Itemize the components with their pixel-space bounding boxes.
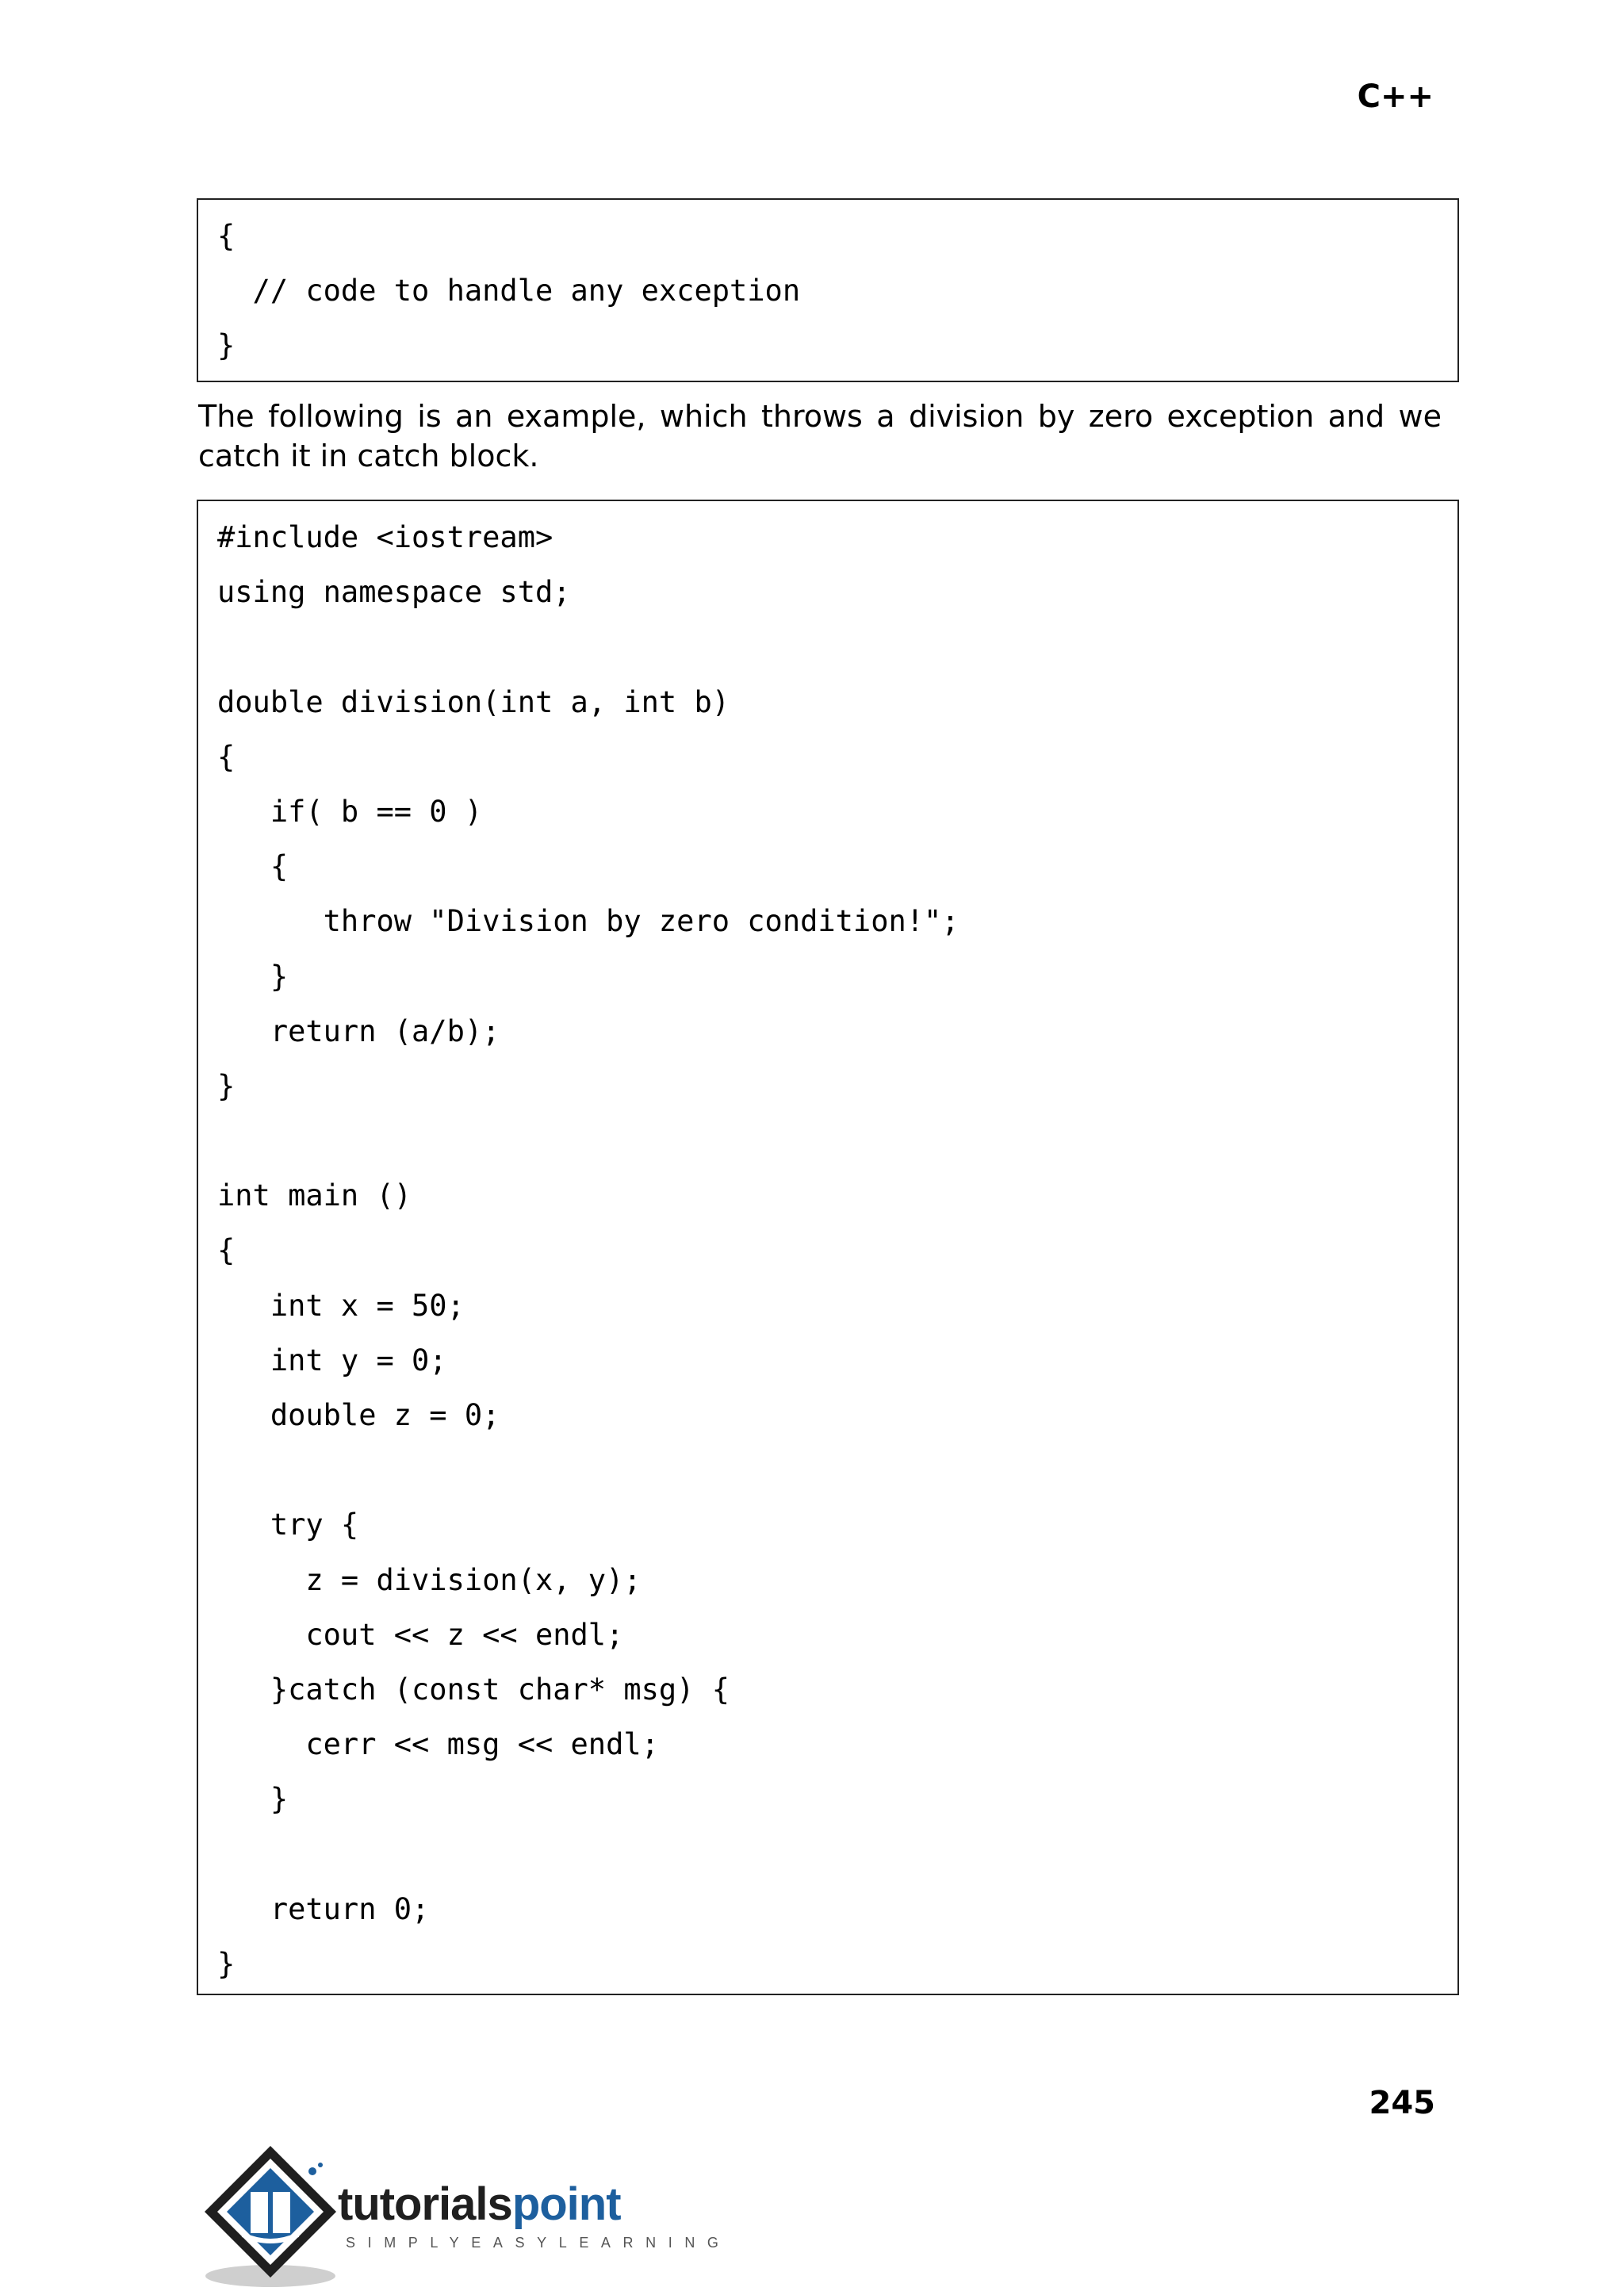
code-line: // code to handle any exception	[217, 274, 801, 308]
logo-word-point: point	[511, 2178, 621, 2230]
code-block-1	[197, 198, 1459, 382]
code-line	[217, 1122, 1438, 1177]
code-line: }	[217, 1068, 236, 1103]
code-line: int y = 0;	[217, 1343, 447, 1377]
code-line: using namespace std;	[217, 575, 571, 610]
tutorialspoint-logo	[195, 2141, 731, 2292]
page-number: 245	[1369, 2085, 1435, 2121]
code-line: int x = 50;	[217, 1288, 465, 1323]
header-title: C++	[1357, 79, 1434, 115]
code-line	[217, 1836, 1438, 1891]
logo-tagline: SIMPLYEASYLEARNING	[346, 2235, 731, 2251]
code-line: {	[217, 849, 289, 884]
code-line: }	[217, 959, 289, 994]
code-line: int main ()	[217, 1178, 412, 1213]
code-line: if( b == 0 )	[217, 794, 483, 829]
code-line: {	[217, 739, 236, 774]
code-line: return 0;	[217, 1891, 430, 1926]
code-line: }	[217, 1946, 236, 1981]
code-line: cerr << msg << endl;	[217, 1727, 659, 1762]
body-paragraph: The following is an example, which throws a division by zero exception and we catch it in catch block.	[198, 399, 1442, 473]
code-line: cout << z << endl;	[217, 1617, 624, 1652]
code-line: {	[217, 219, 236, 253]
code-line: {	[217, 1233, 236, 1268]
code-block-2	[197, 500, 1459, 1995]
code-line: double division(int a, int b)	[217, 684, 730, 719]
logo-diamond-icon	[195, 2141, 346, 2292]
code-line: return (a/b);	[217, 1013, 500, 1048]
code-line: z = division(x, y);	[217, 1562, 642, 1597]
code-line	[217, 628, 1438, 683]
code-line: }	[217, 1782, 289, 1817]
code-line: throw "Division by zero condition!";	[217, 904, 959, 939]
code-line: }catch (const char* msg) {	[217, 1672, 730, 1707]
logo-word-tutorials: tutorials	[338, 2178, 512, 2230]
code-line: #include <iostream>	[217, 520, 553, 554]
code-line	[217, 1451, 1438, 1506]
code-line: }	[217, 328, 236, 363]
code-line: try {	[217, 1508, 359, 1542]
logo-wordmark	[338, 2179, 621, 2230]
code-line: double z = 0;	[217, 1398, 500, 1432]
